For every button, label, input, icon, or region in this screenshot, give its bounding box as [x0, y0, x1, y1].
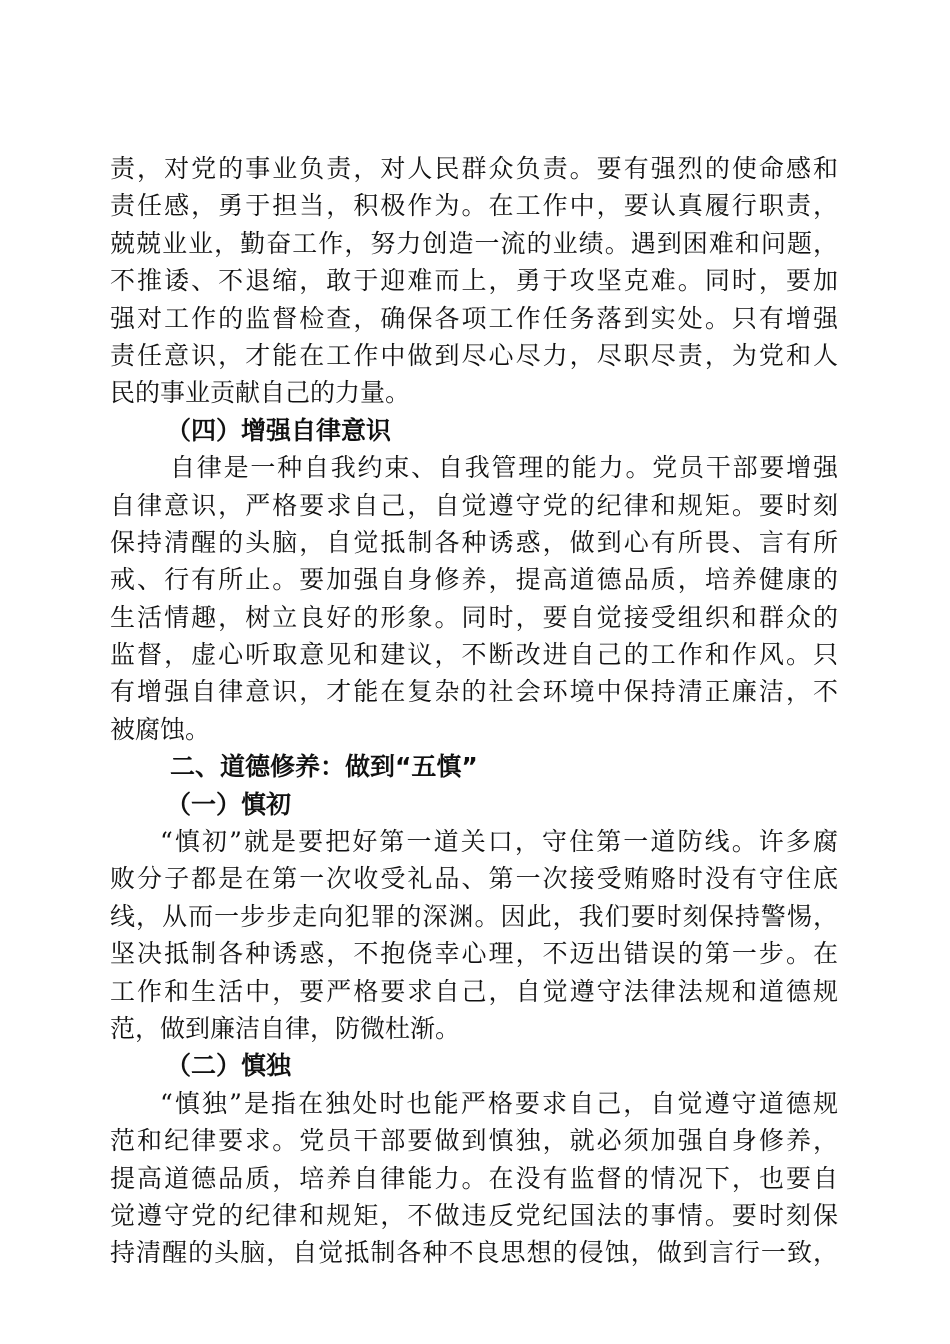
text-line: 保持清醒的头脑，自觉抵制各种诱惑，做到心有所畏、言有所 — [110, 527, 838, 557]
document-body — [110, 150, 838, 1272]
subheading-2: （二）慎独 — [166, 1051, 292, 1081]
text-line: 监督，虚心听取意见和建议，不断改进自己的工作和作风。只 — [110, 640, 838, 670]
text-line: 被腐蚀。 — [110, 714, 211, 744]
text-line: 觉遵守党的纪律和规矩，不做违反党纪国法的事情。要时刻保 — [110, 1200, 838, 1230]
text-line: 工作和生活中，要严格要求自己，自觉遵守法律法规和道德规 — [110, 976, 838, 1006]
text-line: 民的事业贡献自己的力量。 — [110, 378, 411, 408]
text-line: 持清醒的头脑，自觉抵制各种不良思想的侵蚀，做到言行一致， — [110, 1238, 838, 1268]
text-line: “慎初”就是要把好第一道关口，守住第一道防线。许多腐 — [160, 827, 838, 857]
text-line: 败分子都是在第一次收受礼品、第一次接受贿赂时没有守住底 — [110, 864, 838, 894]
text-line: 范，做到廉洁自律，防微杜渐。 — [110, 1013, 461, 1043]
section-heading-2: 二、道德修养：做到“五慎” — [170, 752, 478, 782]
text-line: 戒、行有所止。要加强自身修养，提高道德品质，培养健康的 — [110, 565, 838, 595]
text-line: 生活情趣，树立良好的形象。同时，要自觉接受组织和群众的 — [110, 602, 838, 632]
text-line: 坚决抵制各种诱惑，不抱侥幸心理，不迈出错误的第一步。在 — [110, 939, 838, 969]
text-line: 责任意识，才能在工作中做到尽心尽力，尽职尽责，为党和人 — [110, 340, 838, 370]
text-line: 范和纪律要求。党员干部要做到慎独，就必须加强自身修养， — [110, 1126, 838, 1156]
text-line: 不推诿、不退缩，敢于迎难而上，勇于攻坚克难。同时，要加 — [110, 266, 838, 296]
text-line: 自律意识，严格要求自己，自觉遵守党的纪律和规矩。要时刻 — [110, 490, 838, 520]
text-line: 责任感，勇于担当，积极作为。在工作中，要认真履行职责， — [110, 191, 838, 221]
text-line: 有增强自律意识，才能在复杂的社会环境中保持清正廉洁，不 — [110, 677, 838, 707]
text-line: 自律是一种自我约束、自我管理的能力。党员干部要增强 — [170, 453, 838, 483]
subheading-1: （一）慎初 — [166, 789, 292, 819]
text-line: 责，对党的事业负责，对人民群众负责。要有强烈的使命感和 — [110, 154, 838, 183]
subheading-4: （四）增强自律意识 — [166, 415, 392, 445]
text-line: 线，从而一步步走向犯罪的深渊。因此，我们要时刻保持警惕， — [110, 901, 838, 931]
text-line: 提高道德品质，培养自律能力。在没有监督的情况下，也要自 — [110, 1163, 838, 1193]
text-line: “慎独”是指在独处时也能严格要求自己，自觉遵守道德规 — [160, 1088, 838, 1118]
text-line: 兢兢业业，勤奋工作，努力创造一流的业绩。遇到困难和问题， — [110, 228, 838, 258]
text-line: 强对工作的监督检查，确保各项工作任务落到实处。只有增强 — [110, 303, 838, 333]
